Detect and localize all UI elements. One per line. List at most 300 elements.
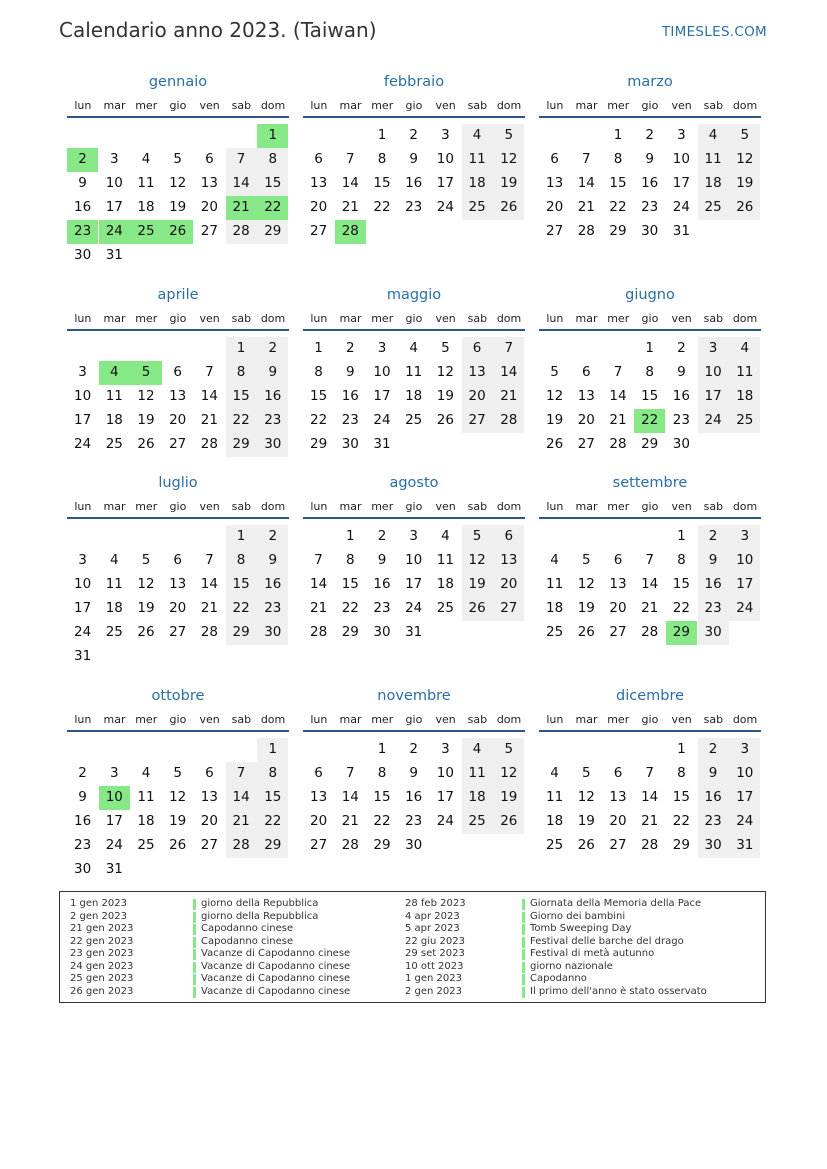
day-cell: 7 — [205, 364, 214, 380]
month-gennaio — [67, 74, 289, 274]
day-cell: 13 — [169, 576, 187, 592]
weekday-header: ven — [199, 713, 220, 726]
day-cell: 28 — [609, 436, 627, 452]
day-cell: 19 — [462, 573, 493, 597]
day-cell: 1 — [257, 124, 288, 148]
day-cell: 23 — [257, 409, 288, 433]
day-cell: 22 — [609, 199, 627, 215]
day-cell: 29 — [373, 837, 391, 853]
weekday-header: sab — [703, 713, 724, 726]
day-cell: 16 — [698, 573, 729, 597]
weekday-header: ven — [671, 500, 692, 513]
weekday-header: mar — [339, 713, 362, 726]
day-cell: 25 — [546, 624, 564, 640]
month-maggio — [303, 287, 525, 487]
day-cell: 20 — [609, 813, 627, 829]
day-cell: 2 — [257, 525, 288, 549]
day-cell: 3 — [78, 364, 87, 380]
legend-date: 1 gen 2023 — [70, 898, 128, 909]
day-cell: 11 — [405, 364, 423, 380]
day-cell: 31 — [672, 223, 690, 239]
weekday-header: gio — [405, 713, 423, 726]
day-cell: 24 — [729, 810, 760, 834]
weekday-header: mar — [339, 500, 362, 513]
day-cell: 25 — [729, 409, 760, 433]
month-febbraio — [303, 74, 525, 274]
day-cell: 11 — [137, 175, 155, 191]
day-cell: 3 — [109, 151, 119, 167]
weekday-header: gio — [169, 312, 187, 325]
day-cell: 5 — [173, 765, 182, 781]
weekday-header: gio — [641, 99, 659, 112]
day-cell: 13 — [577, 388, 595, 404]
day-cell: 2 — [677, 340, 686, 356]
day-cell: 17 — [698, 385, 729, 409]
day-cell: 19 — [137, 412, 155, 428]
day-cell: 12 — [577, 789, 595, 805]
day-cell: 12 — [546, 388, 564, 404]
day-cell: 1 — [645, 340, 654, 356]
day-cell: 1 — [677, 528, 686, 544]
legend-marker — [522, 924, 525, 935]
day-cell: 24 — [74, 436, 92, 452]
day-cell: 30 — [698, 834, 729, 858]
day-cell: 27 — [609, 837, 627, 853]
day-cell: 28 — [341, 837, 359, 853]
legend-date: 2 gen 2023 — [70, 910, 128, 922]
day-cell: 22 — [373, 813, 391, 829]
weekday-header: mer — [135, 713, 158, 726]
day-cell: 7 — [645, 552, 654, 568]
day-cell: 16 — [74, 199, 92, 215]
day-cell: 31 — [405, 624, 423, 640]
day-cell: 18 — [436, 576, 454, 592]
month-marzo — [539, 74, 761, 274]
weekday-header: lun — [546, 99, 564, 112]
day-cell: 5 — [462, 525, 493, 549]
day-cell: 25 — [436, 600, 454, 616]
day-cell: 9 — [257, 361, 288, 385]
day-cell: 26 — [137, 624, 155, 640]
day-cell: 16 — [373, 576, 391, 592]
day-cell: 5 — [729, 124, 760, 148]
day-cell: 19 — [137, 600, 155, 616]
day-cell: 27 — [609, 624, 627, 640]
day-cell: 27 — [546, 223, 564, 239]
day-cell: 19 — [169, 813, 187, 829]
day-cell: 24 — [74, 624, 92, 640]
legend-holiday-name: Tomb Sweeping Day — [530, 923, 632, 934]
legend-marker — [522, 974, 525, 985]
weekday-header: lun — [546, 713, 564, 726]
day-cell: 16 — [698, 786, 729, 810]
day-cell: 30 — [373, 624, 391, 640]
day-cell: 29 — [310, 436, 328, 452]
day-cell: 20 — [169, 412, 187, 428]
day-cell: 18 — [546, 813, 564, 829]
day-cell: 24 — [105, 837, 123, 853]
day-cell: 19 — [436, 388, 454, 404]
legend-holiday-name: giorno della Repubblica — [201, 898, 319, 909]
legend-holiday-name: Vacanze di Capodanno cinese — [201, 948, 351, 959]
legend-holiday-name: Vacanze di Capodanno cinese — [201, 960, 351, 972]
day-cell: 19 — [577, 600, 595, 616]
day-cell: 1 — [226, 337, 257, 361]
day-cell: 29 — [641, 436, 659, 452]
day-cell: 10 — [698, 361, 729, 385]
day-cell: 6 — [314, 151, 323, 167]
day-cell: 12 — [169, 175, 187, 191]
month-divider — [67, 116, 289, 118]
month-ottobre — [67, 688, 289, 888]
day-cell: 30 — [341, 436, 359, 452]
month-divider — [67, 329, 289, 331]
day-cell: 19 — [577, 813, 595, 829]
day-cell: 22 — [226, 597, 257, 621]
weekday-header: gio — [405, 99, 423, 112]
day-cell: 30 — [698, 621, 729, 645]
weekday-header: mar — [575, 713, 598, 726]
day-cell: 3 — [109, 765, 119, 781]
day-cell: 6 — [173, 364, 182, 380]
day-cell: 2 — [698, 738, 729, 762]
day-cell: 28 — [200, 436, 218, 452]
legend-date: 28 feb 2023 — [405, 898, 466, 909]
day-cell: 3 — [78, 552, 87, 568]
day-cell: 21 — [226, 196, 257, 220]
day-cell: 4 — [729, 337, 760, 361]
day-cell: 21 — [341, 813, 359, 829]
day-cell: 5 — [130, 361, 161, 385]
day-cell: 4 — [698, 124, 729, 148]
day-cell: 17 — [105, 813, 123, 829]
day-cell: 23 — [698, 810, 729, 834]
day-cell: 8 — [677, 552, 686, 568]
day-cell: 25 — [462, 810, 493, 834]
day-cell: 18 — [137, 199, 155, 215]
legend-date: 21 gen 2023 — [70, 923, 134, 934]
legend-date: 25 gen 2023 — [70, 973, 134, 984]
day-cell: 28 — [641, 837, 659, 853]
weekday-header: gio — [405, 500, 423, 513]
day-cell: 13 — [200, 789, 218, 805]
day-cell: 26 — [162, 220, 193, 244]
day-cell: 5 — [441, 340, 450, 356]
day-cell: 10 — [405, 552, 423, 568]
day-cell: 12 — [729, 148, 760, 172]
day-cell: 7 — [613, 364, 623, 380]
legend-marker — [522, 937, 525, 948]
day-cell: 18 — [729, 385, 760, 409]
day-cell: 15 — [226, 573, 257, 597]
weekday-header: sab — [467, 312, 488, 325]
day-cell: 23 — [74, 837, 92, 853]
day-cell: 5 — [173, 151, 182, 167]
day-cell: 2 — [67, 148, 98, 172]
weekday-header: dom — [496, 500, 522, 513]
day-cell: 9 — [698, 549, 729, 573]
legend-holiday-name: Capodanno cinese — [201, 923, 294, 934]
day-cell: 10 — [729, 549, 760, 573]
day-cell: 9 — [698, 762, 729, 786]
day-cell: 8 — [226, 361, 257, 385]
weekday-header: mer — [607, 500, 630, 513]
month-name: agosto — [389, 475, 439, 491]
day-cell: 30 — [641, 223, 659, 239]
day-cell: 28 — [641, 624, 659, 640]
site-logo-text[interactable]: TIMESLES.COM — [661, 24, 767, 40]
day-cell: 11 — [729, 361, 760, 385]
day-cell: 11 — [546, 789, 564, 805]
day-cell: 24 — [373, 412, 391, 428]
day-cell: 29 — [666, 621, 697, 645]
weekday-header: ven — [435, 99, 456, 112]
day-cell: 24 — [436, 199, 454, 215]
day-cell: 22 — [672, 600, 690, 616]
weekday-header: mar — [575, 99, 598, 112]
month-divider — [539, 517, 761, 519]
legend-marker — [193, 962, 196, 973]
day-cell: 9 — [257, 549, 288, 573]
weekday-header: sab — [231, 99, 252, 112]
day-cell: 2 — [409, 741, 418, 757]
day-cell: 21 — [200, 412, 218, 428]
day-cell: 15 — [641, 388, 659, 404]
day-cell: 22 — [672, 813, 690, 829]
day-cell: 18 — [462, 786, 493, 810]
legend-date: 2 gen 2023 — [405, 985, 463, 997]
day-cell: 29 — [609, 223, 627, 239]
day-cell: 8 — [226, 549, 257, 573]
legend-date: 10 ott 2023 — [405, 960, 464, 972]
day-cell: 18 — [546, 600, 564, 616]
day-cell: 27 — [462, 409, 493, 433]
day-cell: 26 — [577, 837, 595, 853]
legend-date: 22 gen 2023 — [70, 935, 134, 947]
weekday-header: dom — [496, 312, 522, 325]
day-cell: 23 — [405, 199, 423, 215]
day-cell: 22 — [341, 600, 359, 616]
weekday-header: mer — [371, 312, 394, 325]
day-cell: 6 — [550, 151, 559, 167]
day-cell: 4 — [141, 765, 151, 781]
day-cell: 18 — [105, 412, 123, 428]
day-cell: 10 — [99, 786, 130, 810]
weekday-header: ven — [671, 713, 692, 726]
day-cell: 17 — [436, 789, 454, 805]
day-cell: 4 — [109, 552, 119, 568]
day-cell: 31 — [74, 648, 92, 664]
weekday-header: mer — [607, 99, 630, 112]
month-dicembre — [539, 688, 761, 888]
weekday-header: lun — [74, 713, 92, 726]
day-cell: 22 — [373, 199, 391, 215]
day-cell: 25 — [105, 624, 123, 640]
day-cell: 29 — [226, 621, 257, 645]
day-cell: 14 — [493, 361, 524, 385]
day-cell: 7 — [314, 552, 323, 568]
day-cell: 30 — [257, 621, 288, 645]
day-cell: 29 — [257, 834, 288, 858]
day-cell: 25 — [546, 837, 564, 853]
day-cell: 25 — [130, 220, 161, 244]
day-cell: 30 — [74, 861, 92, 877]
day-cell: 9 — [377, 552, 387, 568]
day-cell: 3 — [441, 127, 450, 143]
legend-holiday-name: giorno della Repubblica — [201, 910, 319, 922]
day-cell: 29 — [341, 624, 359, 640]
day-cell: 14 — [641, 576, 659, 592]
day-cell: 11 — [546, 576, 564, 592]
day-cell: 16 — [405, 789, 423, 805]
day-cell: 15 — [672, 789, 690, 805]
day-cell: 15 — [672, 576, 690, 592]
day-cell: 7 — [226, 148, 257, 172]
day-cell: 13 — [546, 175, 564, 191]
day-cell: 5 — [141, 552, 151, 568]
day-cell: 19 — [169, 199, 187, 215]
day-cell: 2 — [345, 340, 355, 356]
weekday-header: mar — [339, 312, 362, 325]
day-cell: 9 — [677, 364, 686, 380]
weekday-header: ven — [199, 500, 220, 513]
day-cell: 26 — [546, 436, 564, 452]
day-cell: 8 — [613, 151, 623, 167]
day-cell: 11 — [462, 762, 493, 786]
month-divider — [539, 116, 761, 118]
day-cell: 20 — [546, 199, 564, 215]
weekday-header: lun — [74, 500, 92, 513]
weekday-header: lun — [74, 99, 92, 112]
page-title: Calendario anno 2023. (Taiwan) — [59, 18, 377, 42]
day-cell: 25 — [405, 412, 423, 428]
legend-marker — [193, 974, 196, 985]
day-cell: 13 — [310, 175, 328, 191]
day-cell: 25 — [698, 196, 729, 220]
day-cell: 23 — [672, 412, 690, 428]
legend-date: 24 gen 2023 — [70, 960, 134, 972]
day-cell: 6 — [205, 765, 214, 781]
day-cell: 5 — [581, 765, 591, 781]
weekday-header: gio — [641, 312, 659, 325]
day-cell: 8 — [345, 552, 355, 568]
weekday-header: mer — [135, 312, 158, 325]
day-cell: 31 — [729, 834, 760, 858]
weekday-header: sab — [703, 312, 724, 325]
day-cell: 21 — [493, 385, 524, 409]
day-cell: 25 — [105, 436, 123, 452]
day-cell: 3 — [698, 337, 729, 361]
day-cell: 14 — [310, 576, 328, 592]
day-cell: 4 — [409, 340, 418, 356]
day-cell: 20 — [169, 600, 187, 616]
day-cell: 18 — [462, 172, 493, 196]
day-cell: 14 — [341, 789, 359, 805]
day-cell: 13 — [609, 576, 627, 592]
day-cell: 26 — [137, 436, 155, 452]
day-cell: 7 — [493, 337, 524, 361]
weekday-header: sab — [467, 713, 488, 726]
month-divider — [67, 517, 289, 519]
weekday-header: gio — [641, 713, 659, 726]
day-cell: 17 — [405, 576, 423, 592]
weekday-header: sab — [467, 500, 488, 513]
day-cell: 16 — [257, 573, 288, 597]
day-cell: 7 — [345, 151, 355, 167]
day-cell: 12 — [493, 762, 524, 786]
month-divider — [539, 730, 761, 732]
day-cell: 17 — [74, 600, 92, 616]
day-cell: 21 — [341, 199, 359, 215]
month-name: gennaio — [148, 74, 208, 90]
weekday-header: mar — [103, 99, 126, 112]
weekday-header: mar — [103, 312, 126, 325]
day-cell: 7 — [226, 762, 257, 786]
day-cell: 30 — [74, 247, 92, 263]
day-cell: 5 — [493, 738, 524, 762]
day-cell: 10 — [74, 576, 92, 592]
legend-holiday-name: Vacanze di Capodanno cinese — [201, 973, 351, 984]
day-cell: 1 — [377, 741, 387, 757]
day-cell: 16 — [341, 388, 359, 404]
legend-holiday-name: Giornata della Memoria della Pace — [530, 898, 702, 909]
day-cell: 13 — [200, 175, 218, 191]
legend-date: 22 giu 2023 — [405, 935, 465, 947]
day-cell: 28 — [577, 223, 595, 239]
day-cell: 26 — [577, 624, 595, 640]
day-cell: 27 — [310, 837, 328, 853]
month-name: giugno — [625, 287, 675, 303]
day-cell: 13 — [310, 789, 328, 805]
month-divider — [67, 730, 289, 732]
weekday-header: mar — [575, 312, 598, 325]
day-cell: 15 — [226, 385, 257, 409]
day-cell: 11 — [462, 148, 493, 172]
day-cell: 9 — [409, 765, 418, 781]
weekday-header: mar — [575, 500, 598, 513]
day-cell: 2 — [698, 525, 729, 549]
day-cell: 26 — [462, 597, 493, 621]
day-cell: 29 — [672, 837, 690, 853]
day-cell: 16 — [257, 385, 288, 409]
day-cell: 11 — [105, 388, 123, 404]
weekday-header: lun — [310, 713, 328, 726]
month-giugno — [539, 287, 761, 487]
day-cell: 10 — [729, 762, 760, 786]
month-divider — [539, 329, 761, 331]
day-cell: 14 — [226, 172, 257, 196]
day-cell: 8 — [257, 148, 288, 172]
weekday-header: gio — [169, 500, 187, 513]
weekday-header: lun — [310, 312, 328, 325]
weekday-header: lun — [310, 99, 328, 112]
day-cell: 2 — [78, 765, 87, 781]
day-cell: 22 — [257, 810, 288, 834]
day-cell: 29 — [226, 433, 257, 457]
month-name: marzo — [627, 74, 673, 90]
month-name: luglio — [158, 475, 198, 491]
day-cell: 12 — [436, 364, 454, 380]
legend-holiday-name: Giorno dei bambini — [530, 910, 626, 922]
day-cell: 9 — [78, 789, 87, 805]
day-cell: 30 — [672, 436, 690, 452]
legend-date: 26 gen 2023 — [70, 985, 134, 997]
day-cell: 2 — [257, 337, 288, 361]
weekday-header: dom — [732, 713, 758, 726]
day-cell: 27 — [169, 624, 187, 640]
weekday-header: sab — [703, 99, 724, 112]
day-cell: 12 — [169, 789, 187, 805]
